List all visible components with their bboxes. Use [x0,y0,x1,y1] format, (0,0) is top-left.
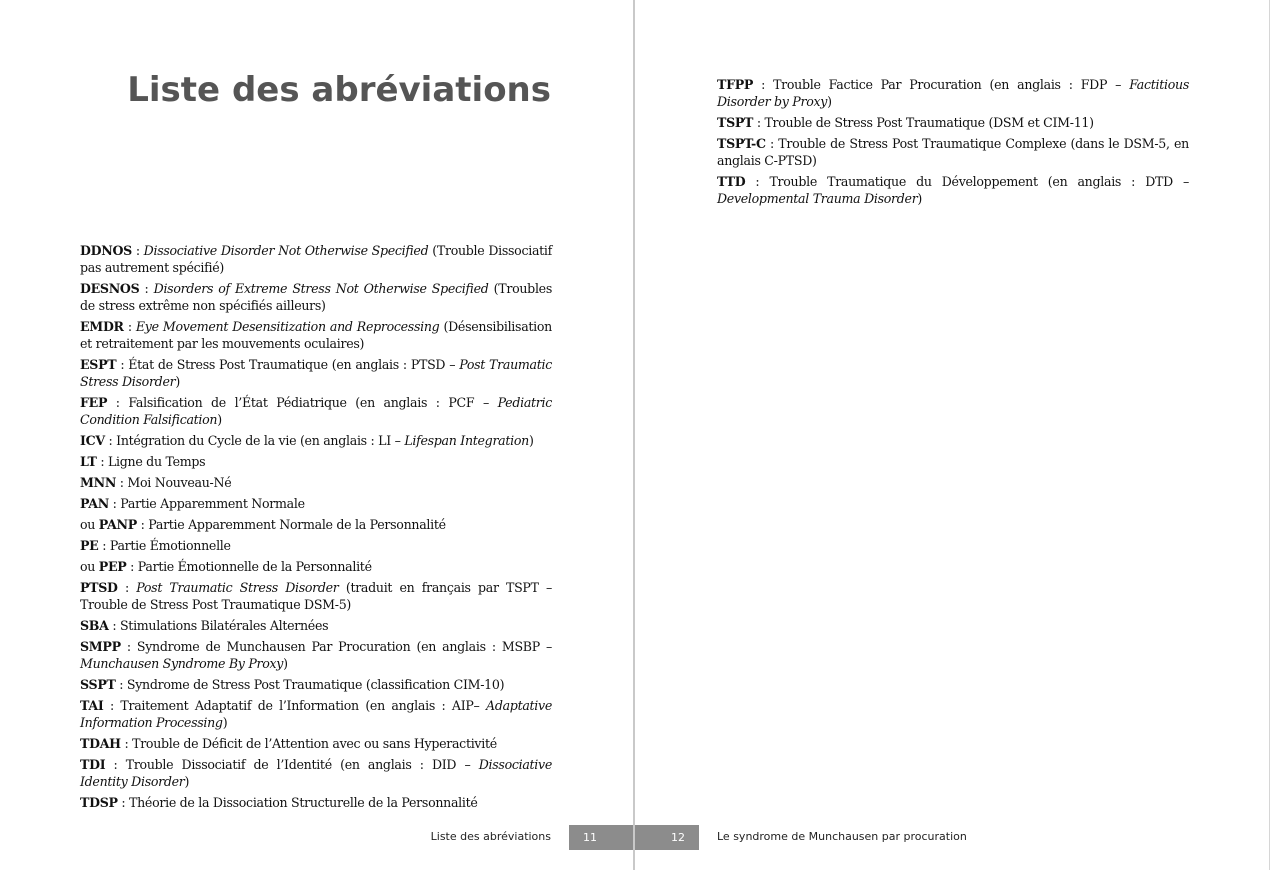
definition-text: ) [917,191,923,206]
definition-text: ) [283,656,288,671]
definition-text: : [131,243,144,258]
abbreviation-term: ESPT [80,357,117,372]
abbreviation-term: MNN [80,475,117,490]
abbreviation-entry [80,537,552,554]
abbreviation-term: TSPT [717,115,754,130]
abbreviation-entry [80,432,552,449]
abbreviation-term: TFPP [717,77,754,92]
definition-text: : Intégration du Cycle de la vie (en anglais : LI – [104,433,405,448]
abbreviation-entry [80,697,552,731]
definition-italic-text: Dissociative Disorder Not Otherwise Specified [143,243,429,258]
definition-text: ) [217,412,222,427]
definition-text: : Stimulations Bilatérales Alternées [108,618,329,633]
abbreviation-entry [80,474,552,491]
entry-prefix: ou [80,559,99,574]
page-edge [1269,0,1270,870]
definition-text: : Partie Émotionnelle [98,538,231,553]
abbreviation-term: SSPT [80,677,116,692]
abbreviation-entry [80,617,552,634]
abbreviation-term: TAI [80,698,104,713]
right-page [635,0,1269,870]
definition-text: : Partie Apparemment Normale de la Personnalité [136,517,446,532]
abbreviation-entry [80,242,552,276]
definition-text: ) [827,94,832,109]
definition-text: : [117,580,137,595]
abbreviation-entry [80,638,552,672]
abbreviation-entry [80,579,552,613]
abbreviation-entry [717,114,1189,131]
abbreviation-term: DDNOS [80,243,132,258]
definition-italic-text: Pediatric Condition Falsification [80,395,552,427]
definition-text: : [139,281,154,296]
definition-text: : Trouble Factice Par Procuration (en anglais : FDP – [753,77,1130,92]
left-page [0,0,633,870]
abbreviation-term: LT [80,454,97,469]
abbreviation-entry [80,318,552,352]
definition-italic-text: Post Traumatic Stress Disorder [80,357,552,389]
abbreviation-entry [80,356,552,390]
definition-text: (traduit en français par TSPT – Trouble de Stress Post Traumatique DSM-5) [80,580,552,612]
definition-italic-text: Post Traumatic Stress Disorder [136,580,339,595]
abbreviation-entry [80,756,552,790]
abbreviation-term: SMPP [80,639,121,654]
abbreviation-term: TDSP [80,795,118,810]
definition-text: (Désensibilisation et retraitement par les mouvements oculaires) [80,319,552,351]
definition-italic-text: Adaptative Information Processing [80,698,552,730]
abbreviation-entry [717,173,1189,207]
abbreviation-entry [717,76,1189,110]
definition-text: : Partie Émotionnelle de la Personnalité [126,559,372,574]
abbreviation-term: PTSD [80,580,118,595]
definition-text: : Trouble de Déficit de l’Attention avec ou sans Hyperactivité [120,736,497,751]
definition-text: : État de Stress Post Traumatique (en anglais : PTSD – [116,357,460,372]
definition-text: : Partie Apparemment Normale [108,496,305,511]
abbreviation-entry [80,676,552,693]
abbreviation-term: DESNOS [80,281,140,296]
abbreviation-term: TTD [717,174,746,189]
abbreviation-term: EMDR [80,319,124,334]
definition-text: (Troubles de stress extrême non spécifiés ailleurs) [80,281,552,313]
chapter-title: Liste des abréviations [127,70,551,110]
definition-text: : [123,319,136,334]
definition-text: ) [528,433,534,448]
abbreviation-entry [717,135,1189,169]
entry-prefix: ou [80,517,99,532]
definition-italic-text: Lifespan Integration [404,433,529,448]
abbreviation-term: FEP [80,395,108,410]
abbreviation-term: TSPT-C [717,136,766,151]
abbreviation-term: PAN [80,496,109,511]
abbreviation-list-left [80,242,552,815]
definition-text: ) [222,715,228,730]
definition-italic-text: Dissociative Identity Disorder [80,757,552,789]
abbreviation-term: TDAH [80,736,121,751]
definition-italic-text: Disorders of Extreme Stress Not Otherwise Specified [153,281,489,296]
definition-text: : Trouble de Stress Post Traumatique Complexe (dans le DSM-5, en anglais C-PTSD) [717,136,1189,168]
abbreviation-entry [80,394,552,428]
definition-italic-text: Developmental Trauma Disorder [717,191,918,206]
abbreviation-term: PE [80,538,99,553]
abbreviation-term: PANP [98,517,137,532]
abbreviation-entry [80,495,552,512]
definition-text: (Trouble Dissociatif pas autrement spécifié) [80,243,552,275]
abbreviation-entry [80,453,552,470]
definition-italic-text: Munchausen Syndrome By Proxy [80,656,284,671]
running-footer-left: Liste des abréviations [430,830,551,843]
definition-text: ) [184,774,190,789]
abbreviation-entry [80,794,552,811]
abbreviation-term: PEP [98,559,127,574]
definition-italic-text: Factitious Disorder by Proxy [717,77,1189,109]
running-footer-right: Le syndrome de Munchausen par procuration [717,830,967,843]
abbreviation-entry [80,516,552,533]
abbreviation-list-right [717,76,1189,211]
abbreviation-entry [80,735,552,752]
definition-text: : Théorie de la Dissociation Structurelle de la Personnalité [117,795,478,810]
abbreviation-term: SBA [80,618,109,633]
abbreviation-term: ICV [80,433,105,448]
definition-text: : Trouble Dissociatif de l’Identité (en anglais : DID – [105,757,479,772]
definition-text: : Moi Nouveau-Né [116,475,232,490]
definition-text: : Syndrome de Munchausen Par Procuration (en anglais : MSBP – [120,639,552,654]
definition-text: : Ligne du Temps [96,454,206,469]
definition-text: ) [175,374,180,389]
definition-text: : Falsification de l’État Pédiatrique (en anglais : PCF – [107,395,498,410]
definition-text: : Syndrome de Stress Post Traumatique (classification CIM-10) [115,677,505,692]
definition-italic-text: Eye Movement Desensitization and Reprocessing [135,319,440,334]
definition-text: : Traitement Adaptatif de l’Information (en anglais : AIP– [103,698,487,713]
definition-text: : Trouble Traumatique du Développement (en anglais : DTD – [745,174,1189,189]
abbreviation-entry [80,558,552,575]
abbreviation-entry [80,280,552,314]
abbreviation-term: TDI [80,757,106,772]
definition-text: : Trouble de Stress Post Traumatique (DSM et CIM-11) [753,115,1094,130]
page-number-right: 12 [635,825,699,850]
page-number-left: 11 [569,825,633,850]
